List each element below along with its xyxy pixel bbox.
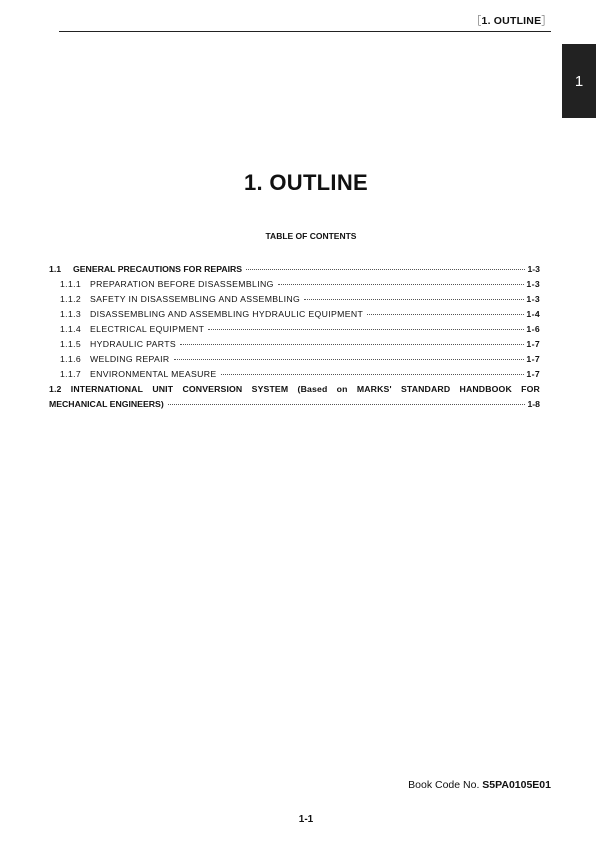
toc-number: 1.1.5 xyxy=(60,339,82,349)
toc-entry-1-1-4[interactable] xyxy=(49,322,540,337)
toc-page: 1-4 xyxy=(526,309,540,319)
toc-title-word: SYSTEM xyxy=(251,384,289,394)
toc-number: 1.1 xyxy=(49,264,62,274)
toc-title-word: (Based xyxy=(297,384,328,394)
toc-entry-1-1-1[interactable] xyxy=(49,277,540,292)
toc-entry-1-1-6[interactable] xyxy=(49,352,540,367)
toc-heading: TABLE OF CONTENTS xyxy=(265,231,357,241)
toc-page: 1-3 xyxy=(526,279,540,289)
toc-page: 1-7 xyxy=(526,354,540,364)
toc-entry-1-1-2[interactable] xyxy=(49,292,540,307)
toc-leader-dots xyxy=(208,329,524,330)
toc-title-word: UNIT xyxy=(152,384,174,394)
toc-leader-dots xyxy=(180,344,524,345)
toc-leader-dots xyxy=(174,359,525,360)
toc-page: 1-3 xyxy=(527,264,540,274)
toc-entry-1-1[interactable] xyxy=(49,262,540,277)
toc-title-line2 xyxy=(49,397,540,412)
running-header xyxy=(471,13,552,28)
toc-title: ELECTRICAL EQUIPMENT xyxy=(90,324,205,334)
toc-number: 1.1.3 xyxy=(60,309,82,319)
toc-entry-1-2[interactable] xyxy=(49,382,540,412)
header-bracket-open: ［ xyxy=(470,15,482,27)
toc-title: HYDRAULIC PARTS xyxy=(90,339,177,349)
toc-title-word: INTERNATIONAL xyxy=(70,384,144,394)
toc-leader-dots xyxy=(304,299,524,300)
toc-title-word: FOR xyxy=(521,384,540,394)
toc-page: 1-3 xyxy=(526,294,540,304)
toc-leader-dots xyxy=(168,404,526,405)
toc-title-word: MARKS' xyxy=(356,384,392,394)
toc-page: 1-7 xyxy=(526,369,540,379)
toc-title: ENVIRONMENTAL MEASURE xyxy=(90,369,217,379)
toc-title-word: STANDARD xyxy=(400,384,451,394)
toc-number: 1.1.2 xyxy=(60,294,82,304)
toc-number: 1.1.6 xyxy=(60,354,82,364)
chapter-tab xyxy=(562,44,596,118)
page-number: 1-1 xyxy=(298,814,314,825)
header-section-label: 1. OUTLINE xyxy=(481,15,542,27)
toc-title: SAFETY IN DISASSEMBLING AND ASSEMBLING xyxy=(90,294,301,304)
chapter-tab-number: 1 xyxy=(574,72,584,90)
toc-page: 1-7 xyxy=(526,339,540,349)
book-code xyxy=(408,779,551,791)
toc-page: 1-6 xyxy=(526,324,540,334)
header-bracket-close: ］ xyxy=(541,15,552,27)
book-code-label: Book Code No. xyxy=(408,779,483,791)
toc-leader-dots xyxy=(246,269,525,270)
toc-number: 1.1.7 xyxy=(60,369,82,379)
page-title: 1. OUTLINE xyxy=(243,170,368,195)
toc-leader-dots xyxy=(221,374,525,375)
toc-title: PREPARATION BEFORE DISASSEMBLING xyxy=(90,279,274,289)
header-rule xyxy=(59,31,551,32)
toc-title: DISASSEMBLING AND ASSEMBLING HYDRAULIC EQUIPMENT xyxy=(90,309,364,319)
toc-entry-1-1-5[interactable] xyxy=(49,337,540,352)
toc-title-line1 xyxy=(49,382,540,397)
toc-leader-dots xyxy=(367,314,524,315)
toc-page: 1-8 xyxy=(527,399,540,409)
toc-title-word: CONVERSION xyxy=(182,384,243,394)
book-code-value: S5PA0105E01 xyxy=(482,779,551,791)
toc-entry-1-1-3[interactable] xyxy=(49,307,540,322)
table-of-contents xyxy=(49,262,540,412)
toc-title: GENERAL PRECAUTIONS FOR REPAIRS xyxy=(73,264,243,274)
toc-title-word: HANDBOOK xyxy=(459,384,512,394)
toc-number: 1.2 xyxy=(49,384,62,394)
toc-leader-dots xyxy=(278,284,525,285)
toc-title: MECHANICAL ENGINEERS) xyxy=(49,399,164,409)
toc-number: 1.1.4 xyxy=(60,324,82,334)
toc-entry-1-1-7[interactable] xyxy=(49,367,540,382)
toc-title: WELDING REPAIR xyxy=(90,354,170,364)
toc-number: 1.1.1 xyxy=(60,279,82,289)
toc-title-word: on xyxy=(336,384,348,394)
